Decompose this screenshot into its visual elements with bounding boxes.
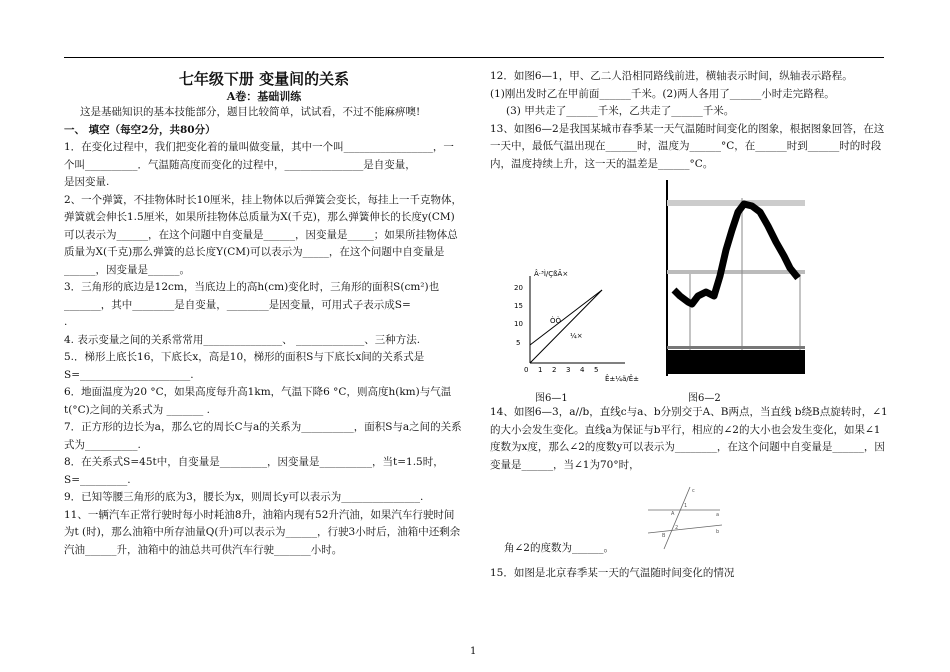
y-tick-5: 5	[516, 339, 521, 347]
line-yi	[530, 290, 602, 345]
y-tick-10: 10	[514, 320, 523, 328]
grid-band	[667, 200, 805, 206]
x-tick-2: 2	[552, 366, 557, 374]
question-6: 6．地面温度为20 °C，如果高度每升高1km，气温下降6 °C，则高度h(km)与气温t(°C)之间的关系式为 _______ .	[64, 386, 452, 416]
line-b	[648, 525, 722, 533]
question-11: 11、一辆汽车正常行驶时每小时耗油8升，油箱内现有52升汽油，如果汽车行驶时间为t (时)，那么油箱中所存油量Q(升)可以表示为______，行驶3小时后，油箱中还剩余汽油______升，油箱中的油总共可供汽车行驶_______小时。	[64, 508, 461, 556]
y-tick-20: 20	[514, 284, 523, 292]
intro-text: 这是基础知识的基本技能部分，题目比较简单，试试看，不过不能麻痹噢!	[80, 106, 421, 118]
question-12-part3: (3) 甲共走了______千米，乙共走了______千米。	[506, 105, 735, 117]
question-15-block	[490, 565, 890, 583]
figure-6-1-graph	[510, 268, 640, 383]
question-3-tail: .	[64, 316, 68, 328]
right-column	[490, 68, 890, 173]
question-4: 4. 表示变量之间的关系常常用_______________、 _____________、三种方法.	[64, 333, 421, 346]
label-a: a	[716, 512, 720, 518]
question-1: 1．在变化过程中，我们把变化着的量叫做变量，其中一个叫_________________，一个叫__________．气温随高度而变化的过程中，_______________是自变量，	[64, 141, 454, 171]
label-B: B	[662, 533, 666, 539]
figure-6-1-caption: 图6—1	[535, 393, 568, 404]
question-13: 13、如图6—2是我国某城市春季某一天气温随时间变化的图象，根据图象回答，在这一天中，最低气温出现在______时，温度为______°C，在______时到______时的时段内，温度持续上升，这一天的温差是______°C。	[490, 122, 885, 170]
x-tick-1: 1	[538, 366, 543, 374]
y-tick-15: 15	[514, 302, 523, 310]
question-9: 9．已知等腰三角形的底为3，腰长为x，则周长y可以表示为_______________.	[64, 491, 424, 503]
line-label-jia: ¼×	[570, 332, 583, 340]
figure-6-2-caption: 图6—2	[688, 393, 721, 404]
question-14-end: 角∠2的度数为______。	[504, 542, 614, 554]
question-5: 5.．梯形上底长16，下底长x，高是10，梯形的面积S与下底长x间的关系式是S=_____________________.	[64, 351, 425, 381]
x-axis-label: Ê±¼ä/Ê±	[605, 375, 640, 383]
question-2: 2、一个弹簧，不挂物体时长10厘米，挂上物体以后弹簧会变长，每挂上一千克物体，弹簧就会伸长1.5厘米，如果所挂物体总质量为X(千克)，那么弹簧伸长的长度y(CM)可以表示为______，在这个问题中自变量是______，因变量是_____；如果所挂物体总质量为X(千克)那么弹簧的总长度Y(CM)可以表示为_____，在这个问题中自变量是______，因变量是______。	[64, 193, 463, 276]
label-c: c	[692, 488, 695, 494]
left-column	[64, 68, 464, 559]
figure-6-2-graph	[660, 178, 805, 380]
question-1-tail: 是因变量.	[64, 176, 110, 188]
y-axis-label: Â·³Ì/ÇßÃ×	[534, 270, 569, 278]
question-12-part1: (1)刚出发时乙在甲前面______千米。(2)两人各用了______小时走完路程。	[490, 87, 835, 100]
top-rule	[64, 57, 884, 58]
question-14-block	[490, 404, 890, 474]
line-label-yi: ÒÒ	[550, 317, 562, 325]
x-tick-5: 5	[594, 366, 599, 374]
page-number: 1	[470, 646, 477, 657]
question-7: 7．正方形的边长为a，那么它的周长C与a的关系为__________，面积S与a之间的关系式为__________.	[64, 421, 462, 451]
label-A: A	[671, 511, 675, 517]
question-15: 15．如图是北京春季某一天的气温随时间变化的情况	[490, 567, 735, 579]
label-b: b	[716, 529, 720, 535]
section-heading: 一、 填空（每空2分，共80分）	[64, 123, 216, 136]
x-tick-4: 4	[580, 366, 585, 374]
question-3: 3．三角形的底边是12cm，当底边上的高h(cm)变化时，三角形的面积S(cm²)也_______，其中________是自变量，________是因变量，可用式子表示成S=	[64, 281, 440, 311]
question-14-end-block	[504, 540, 884, 558]
page-subtitle: A卷：基础训练	[226, 90, 302, 103]
question-12: 12．如图6—1，甲、乙二人沿相同路线前进，横轴表示时间，纵轴表示路程。	[490, 70, 853, 82]
x-tick-0: 0	[524, 366, 529, 374]
time-axis-band	[667, 350, 805, 374]
question-14: 14、如图6—3，a//b，直线c与a、b分别交于A、B两点，当直线 b绕B点旋转时，∠1的大小会发生变化。直线a为保证与b平行，相应的∠2的大小也会发生变化，如果∠1度数为x度，那么∠2的度数y可以表示为________，在这个问题中自变量是______，因变量是______，当∠1为70°时，	[490, 406, 888, 471]
line-jia	[530, 290, 602, 363]
grid-band	[667, 270, 805, 274]
label-angle-1: 1	[684, 503, 688, 509]
page-title: 七年级下册 变量间的关系	[178, 70, 350, 88]
question-8: 8．在关系式S=45t中，自变量是_________，因变量是__________，当t=1.5时，S=_________.	[64, 456, 444, 486]
x-tick-3: 3	[566, 366, 571, 374]
label-angle-2: 2	[675, 525, 679, 531]
